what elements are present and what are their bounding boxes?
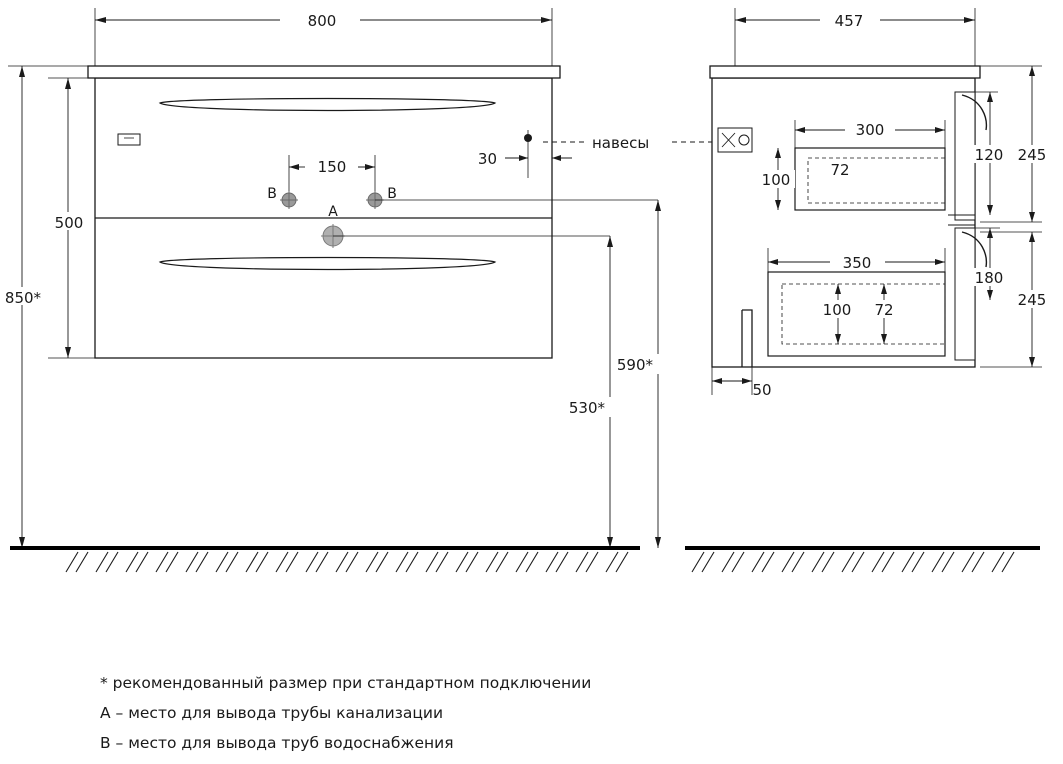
side-countertop bbox=[710, 66, 980, 78]
dim-800-text: 800 bbox=[307, 12, 337, 30]
dim-350-text: 350 bbox=[842, 254, 872, 272]
dim-72-lower-text: 72 bbox=[874, 301, 894, 319]
left-hanger-plate-icon bbox=[118, 134, 140, 145]
hanger-callout bbox=[543, 134, 718, 152]
dim-530-text: 530* bbox=[568, 399, 605, 417]
dim-245-lower-text: 245 bbox=[1017, 291, 1047, 309]
dim-30-text: 30 bbox=[477, 150, 497, 168]
front-view-group bbox=[2, 8, 718, 548]
dim-50-text: 50 bbox=[752, 381, 772, 399]
dim-100-upper-text: 100 bbox=[761, 171, 791, 189]
wall-bracket-icon bbox=[718, 128, 752, 152]
legend-line-2: A – место для вывода трубы канализации bbox=[100, 704, 444, 722]
dim-245-lower bbox=[980, 232, 1052, 367]
dim-500 bbox=[48, 78, 95, 358]
dim-150-text: 150 bbox=[317, 158, 347, 176]
dim-72-upper-text: 72 bbox=[830, 161, 850, 179]
lower-drawer-handle bbox=[160, 258, 495, 270]
front-countertop bbox=[88, 66, 560, 78]
dim-500-text: 500 bbox=[54, 214, 84, 232]
dim-50 bbox=[712, 367, 772, 399]
dim-120-text: 120 bbox=[974, 146, 1004, 164]
dim-850 bbox=[2, 66, 88, 548]
legend-line-1: * рекомендованный размер при стандартном подключении bbox=[100, 674, 592, 692]
side-lower-drawer-box bbox=[768, 272, 945, 356]
side-view-group bbox=[710, 8, 1052, 399]
dim-245-upper-text: 245 bbox=[1017, 146, 1047, 164]
dim-457 bbox=[735, 8, 975, 70]
dim-590-text: 590* bbox=[616, 356, 653, 374]
dim-300-text: 300 bbox=[855, 121, 885, 139]
side-lower-front bbox=[955, 228, 975, 360]
marker-b-right-label: B bbox=[387, 186, 397, 202]
side-upper-drawer-box bbox=[795, 148, 945, 210]
legend-block bbox=[100, 668, 800, 758]
hanger-callout-text: навесы bbox=[592, 134, 650, 152]
legend-line-3: B – место для вывода труб водоснабжения bbox=[100, 734, 454, 752]
dim-245-upper bbox=[980, 66, 1052, 222]
marker-a-label: A bbox=[328, 204, 338, 220]
dim-850-text: 850* bbox=[4, 289, 42, 307]
marker-b-left-label: B bbox=[267, 186, 277, 202]
dim-180-text: 180 bbox=[974, 269, 1004, 287]
dim-100-lower-text: 100 bbox=[822, 301, 852, 319]
floor-group bbox=[10, 548, 1040, 572]
dim-457-text: 457 bbox=[834, 12, 864, 30]
upper-drawer-handle bbox=[160, 99, 495, 111]
dim-120 bbox=[970, 92, 1008, 215]
dim-72-upper bbox=[830, 161, 849, 179]
floor-hatching bbox=[66, 552, 1014, 572]
